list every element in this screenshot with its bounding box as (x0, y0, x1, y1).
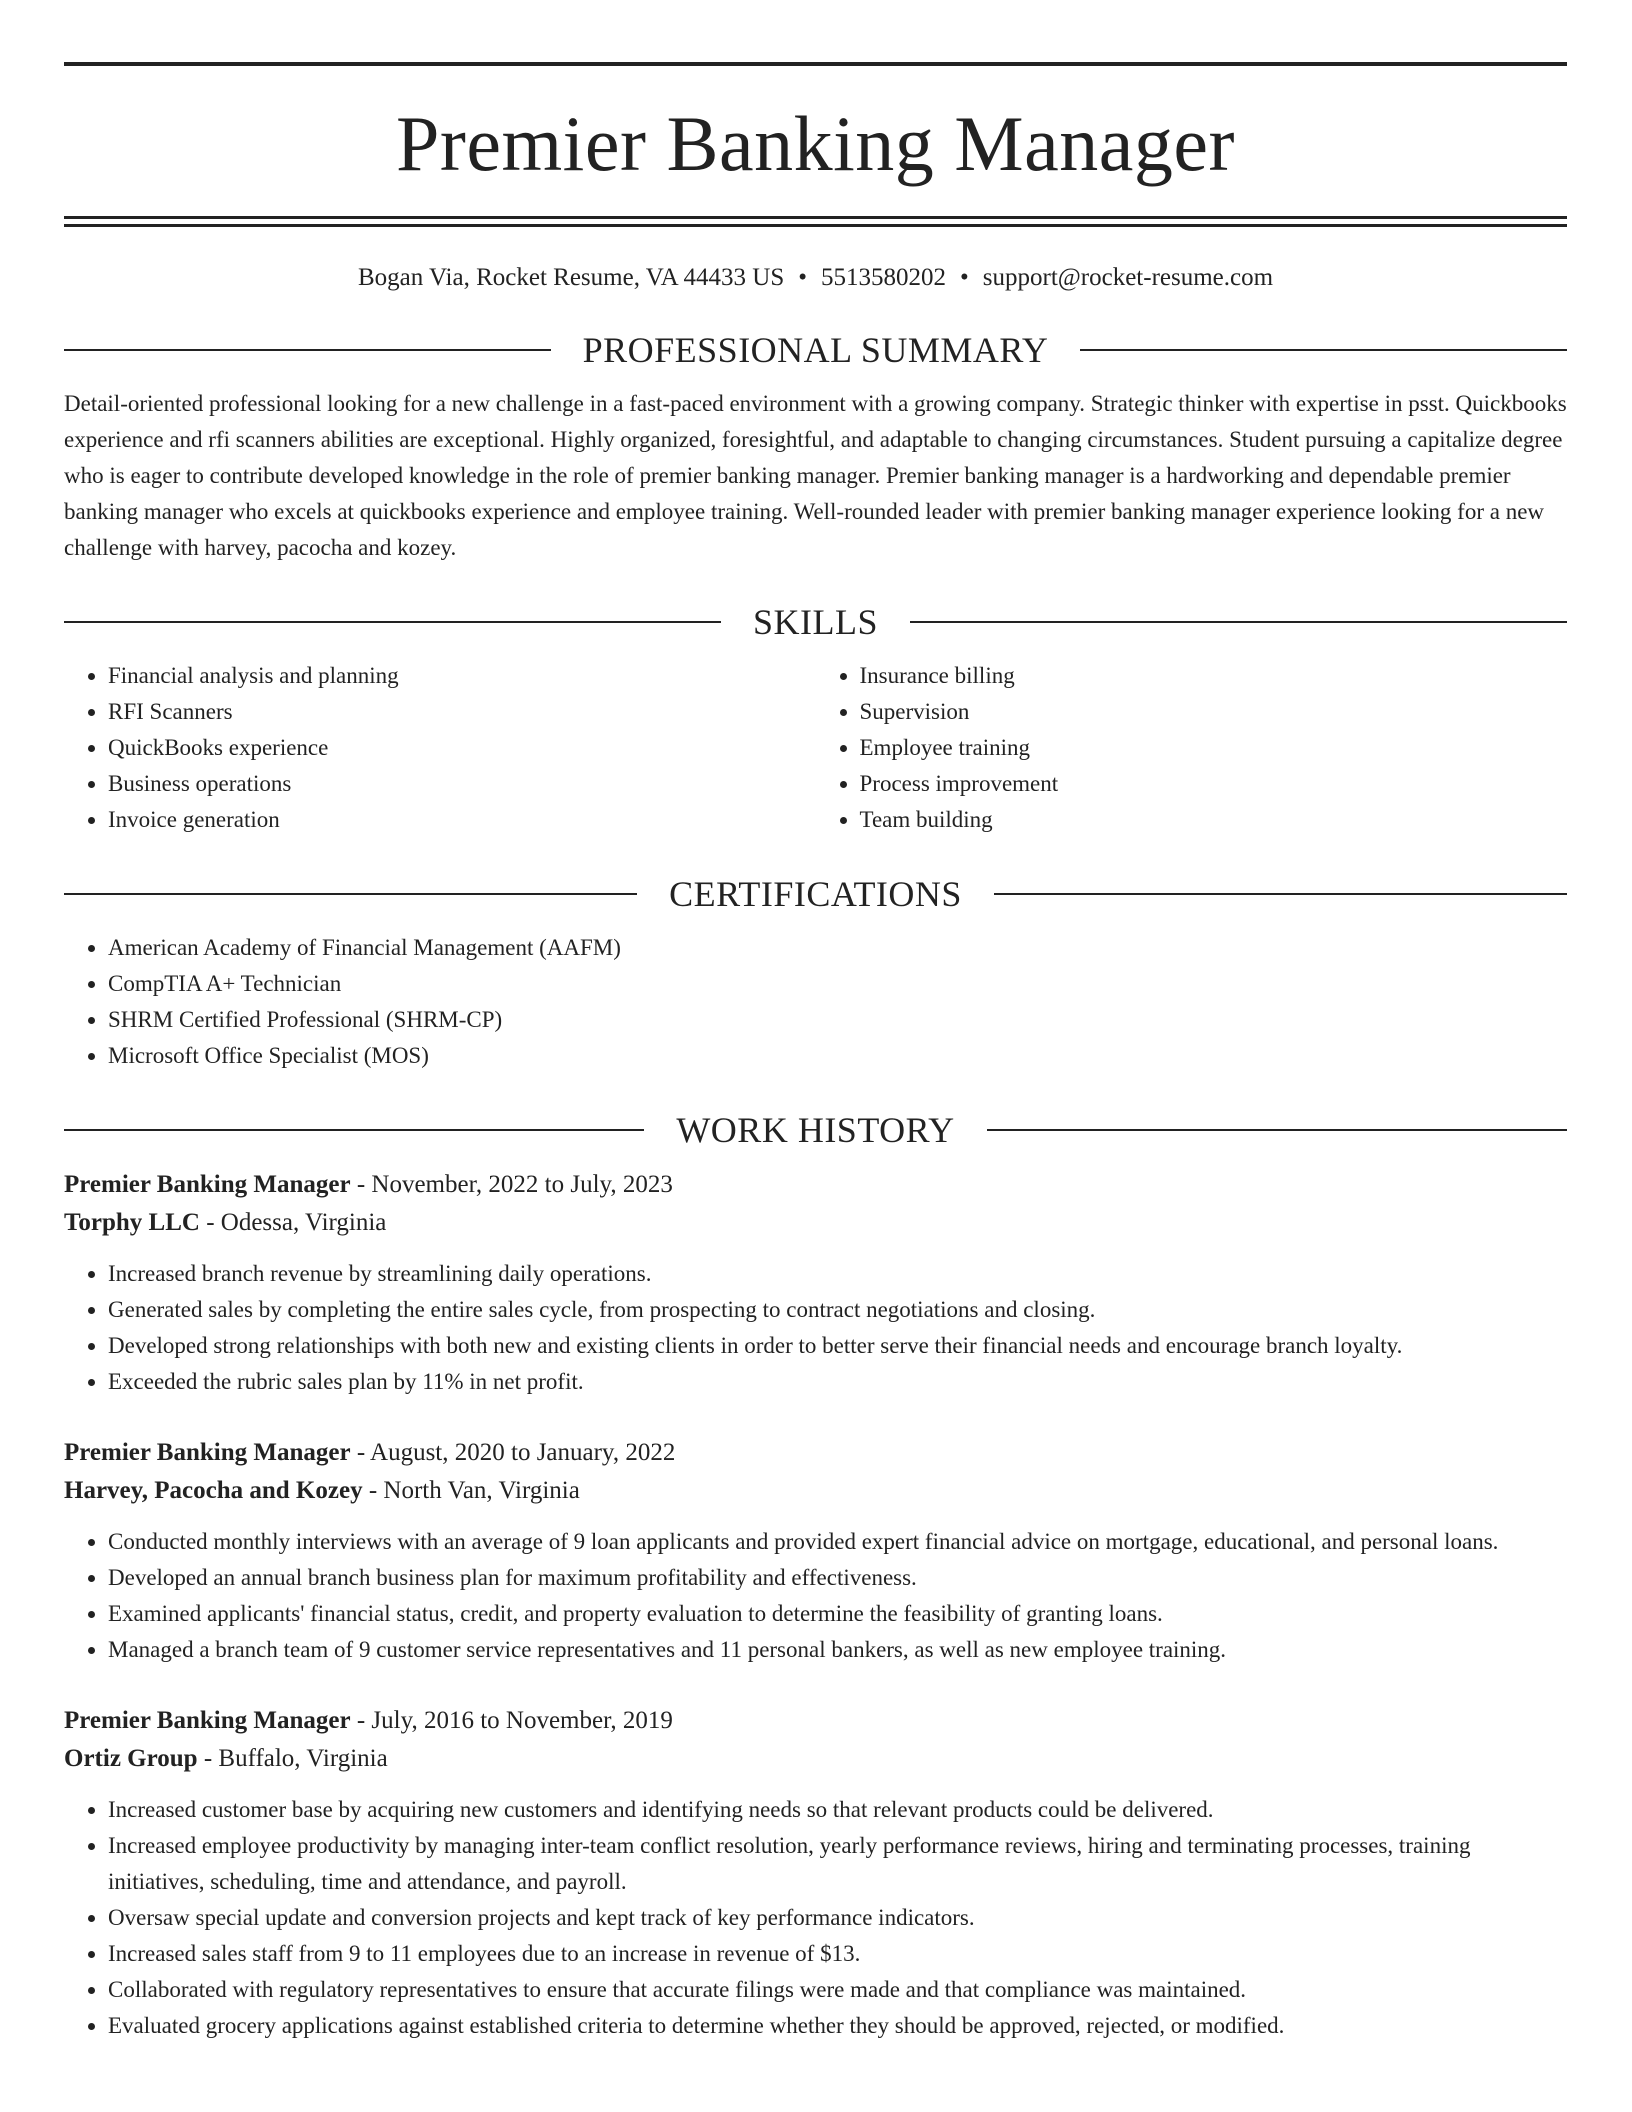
section-header-summary (64, 330, 1567, 370)
certification-item: • Microsoft Office Specialist (MOS) (108, 1038, 1567, 1074)
job-bullet: • Exceeded the rubric sales plan by 11% in net profit. (108, 1364, 1567, 1400)
job-bullet: • Developed an annual branch business plan for maximum profitability and effectiveness. (108, 1560, 1567, 1596)
job-title-line: Premier Banking Manager - August, 2020 to January, 2022 (64, 1439, 676, 1466)
section-header-skills (64, 602, 1567, 642)
certification-item: • CompTIA A+ Technician (108, 966, 1567, 1002)
summary-text: Detail-oriented professional looking for a new challenge in a fast-paced environment with a growing company. Strategic thinker with expertise in psst. Quickbooks experience and rfi scanners abilities are exceptional. Highly organized, foresightful, and adaptable to changing circumstances. Student pursuing a capitalize degree who is eager to contribute developed knowledge in the role of premier banking manager. Premier banking manager is a hardworking and dependable premier banking manager who excels at quickbooks experience and employee training. Well-rounded leader with premier banking manager experience looking for a new challenge with harvey, pacocha and kozey. (64, 391, 1567, 560)
contact-email: support@rocket-resume.com (982, 264, 1274, 291)
job-title: Premier Banking Manager (64, 1707, 351, 1734)
section-title-work-history: WORK HISTORY (676, 1110, 955, 1150)
job-dates: August, 2020 to January, 2022 (370, 1439, 676, 1466)
skill-item: • Process improvement (860, 766, 1568, 802)
skill-item: • Supervision (860, 694, 1568, 730)
certification-item: • American Academy of Financial Management (AAFM) (108, 930, 1567, 966)
job-bullet: • Managed a branch team of 9 customer service representatives and 11 personal bankers, as well as new employee training. (108, 1632, 1567, 1668)
skill-item: • Insurance billing (860, 658, 1568, 694)
divider-line (64, 349, 551, 351)
job-bullet: • Oversaw special update and conversion projects and kept track of key performance indicators. (108, 1900, 1567, 1936)
skills-list-right (816, 658, 1568, 838)
job-location: North Van, Virginia (383, 1477, 580, 1504)
section-header-work-history (64, 1110, 1567, 1150)
job-dates: July, 2016 to November, 2019 (371, 1707, 673, 1734)
job-location: Buffalo, Virginia (218, 1745, 388, 1772)
job-entry (64, 1166, 1567, 1400)
contact-phone: 5513580202 (821, 264, 946, 291)
job-company: Ortiz Group (64, 1745, 198, 1772)
job-bullet: • Increased employee productivity by managing inter-team conflict resolution, yearly performance reviews, hiring and terminating processes, training initiatives, scheduling, time and attendance, and payroll. (108, 1828, 1567, 1900)
certification-item: • SHRM Certified Professional (SHRM-CP) (108, 1002, 1567, 1038)
divider-line (910, 621, 1567, 623)
job-bullet: • Examined applicants' financial status, credit, and property evaluation to determine the feasibility of granting loans. (108, 1596, 1567, 1632)
section-title-summary: PROFESSIONAL SUMMARY (582, 330, 1049, 370)
job-bullets (64, 1524, 1567, 1668)
job-bullet: • Increased branch revenue by streamlining daily operations. (108, 1256, 1567, 1292)
job-bullet: • Increased sales staff from 9 to 11 employees due to an increase in revenue of $13. (108, 1936, 1567, 1972)
skill-item: • Business operations (108, 766, 816, 802)
job-bullet: • Increased customer base by acquiring new customers and identifying needs so that relevant products could be delivered. (108, 1792, 1567, 1828)
skills-columns (64, 658, 1567, 838)
job-title-line: Premier Banking Manager - July, 2016 to November, 2019 (64, 1707, 673, 1734)
divider-line (64, 1129, 644, 1131)
job-company: Harvey, Pacocha and Kozey (64, 1477, 363, 1504)
divider-line (64, 621, 721, 623)
contact-line (64, 262, 1567, 294)
divider-line (64, 893, 637, 895)
job-entry (64, 1434, 1567, 1668)
job-location: Odessa, Virginia (220, 1209, 387, 1236)
skill-item: • RFI Scanners (108, 694, 816, 730)
contact-separator: • (960, 264, 969, 291)
job-bullet: • Evaluated grocery applications against established criteria to determine whether they should be approved, rejected, or modified. (108, 2008, 1567, 2044)
skill-item: • Employee training (860, 730, 1568, 766)
skill-item: • QuickBooks experience (108, 730, 816, 766)
job-entry (64, 1702, 1567, 2044)
divider-line (1080, 349, 1567, 351)
job-bullet: • Collaborated with regulatory representatives to ensure that accurate filings were made and that compliance was maintained. (108, 1972, 1567, 2008)
job-bullet: • Conducted monthly interviews with an average of 9 loan applicants and provided expert financial advice on mortgage, educational, and personal loans. (108, 1524, 1567, 1560)
resume-page (64, 62, 1567, 2078)
job-title-line: Premier Banking Manager - November, 2022 to July, 2023 (64, 1171, 673, 1198)
job-bullets (64, 1256, 1567, 1400)
job-dates: November, 2022 to July, 2023 (371, 1171, 673, 1198)
job-bullet: • Developed strong relationships with both new and existing clients in order to better serve their financial needs and encourage branch loyalty. (108, 1328, 1567, 1364)
job-company-line: Torphy LLC - Odessa, Virginia (64, 1209, 387, 1236)
page-title: Premier Banking Manager (396, 100, 1235, 187)
job-bullet: • Generated sales by completing the entire sales cycle, from prospecting to contract negotiations and closing. (108, 1292, 1567, 1328)
certifications-list (64, 930, 1567, 1074)
skills-list-left (64, 658, 816, 838)
skill-item: • Team building (860, 802, 1568, 838)
section-title-certifications: CERTIFICATIONS (669, 874, 962, 914)
contact-address: Bogan Via, Rocket Resume, VA 44433 US (357, 264, 785, 291)
skill-item: • Financial analysis and planning (108, 658, 816, 694)
job-title: Premier Banking Manager (64, 1439, 351, 1466)
section-header-certifications (64, 874, 1567, 914)
contact-separator: • (798, 264, 807, 291)
divider-line (987, 1129, 1567, 1131)
top-rule (64, 62, 1567, 66)
title-double-rule (64, 216, 1567, 227)
job-company: Torphy LLC (64, 1209, 200, 1236)
job-company-line: Harvey, Pacocha and Kozey - North Van, Virginia (64, 1477, 580, 1504)
skill-item: • Invoice generation (108, 802, 816, 838)
section-title-skills: SKILLS (753, 602, 879, 642)
job-bullets (64, 1792, 1567, 2044)
job-company-line: Ortiz Group - Buffalo, Virginia (64, 1745, 388, 1772)
job-title: Premier Banking Manager (64, 1171, 351, 1198)
divider-line (994, 893, 1567, 895)
